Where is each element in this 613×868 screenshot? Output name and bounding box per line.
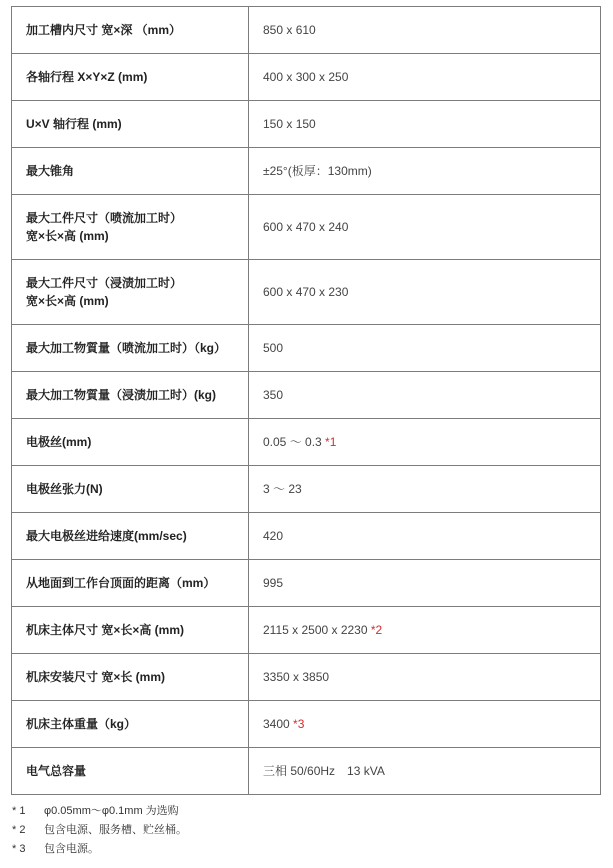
spec-value: 500 bbox=[263, 341, 284, 355]
spec-table bbox=[11, 6, 601, 795]
table-row bbox=[12, 466, 601, 513]
spec-value-cell bbox=[249, 654, 601, 701]
spec-value-cell bbox=[249, 260, 601, 325]
spec-value-cell bbox=[249, 607, 601, 654]
spec-label: 最大加工物質量（浸渍加工时）(kg) bbox=[12, 372, 249, 419]
spec-label: 最大工件尺寸（浸渍加工时） 宽×长×高 (mm) bbox=[12, 260, 249, 325]
footnote-marker: * 3 bbox=[12, 843, 26, 855]
spec-value: 3350 x 3850 bbox=[263, 670, 330, 684]
table-row bbox=[12, 654, 601, 701]
table-row bbox=[12, 372, 601, 419]
spec-value-cell bbox=[249, 7, 601, 54]
table-row bbox=[12, 748, 601, 795]
spec-value-cell bbox=[249, 701, 601, 748]
spec-value: 995 bbox=[263, 576, 284, 590]
spec-value: 三相 50/60Hz 13 kVA bbox=[263, 764, 385, 778]
footnote-text: φ0.05mm～φ0.1mm 为选购 bbox=[44, 805, 179, 817]
footnotes bbox=[12, 802, 187, 859]
spec-value: ±25°(板厚：130mm) bbox=[263, 164, 372, 178]
spec-value-cell bbox=[249, 325, 601, 372]
spec-value: 3 ～ 23 bbox=[263, 482, 302, 496]
spec-value: 350 bbox=[263, 388, 284, 402]
spec-label: U×V 轴行程 (mm) bbox=[12, 101, 249, 148]
table-row bbox=[12, 54, 601, 101]
spec-value-cell bbox=[249, 466, 601, 513]
footnote-marker: * 2 bbox=[12, 824, 26, 836]
spec-label: 最大工件尺寸（喷流加工时） 宽×长×高 (mm) bbox=[12, 195, 249, 260]
spec-value-cell bbox=[249, 560, 601, 607]
footnote bbox=[12, 840, 187, 859]
table-row bbox=[12, 701, 601, 748]
spec-value-cell bbox=[249, 419, 601, 466]
spec-value: 3400 bbox=[263, 717, 294, 731]
spec-value-cell bbox=[249, 148, 601, 195]
table-row bbox=[12, 607, 601, 654]
spec-label: 机床主体尺寸 宽×长×高 (mm) bbox=[12, 607, 249, 654]
table-row bbox=[12, 195, 601, 260]
footnote bbox=[12, 821, 187, 840]
spec-label: 加工槽内尺寸 宽×深 （mm） bbox=[12, 7, 249, 54]
spec-value-cell bbox=[249, 195, 601, 260]
table-row bbox=[12, 325, 601, 372]
table-row bbox=[12, 148, 601, 195]
spec-value: 2115 x 2500 x 2230 bbox=[263, 623, 371, 637]
table-row bbox=[12, 419, 601, 466]
spec-label: 各轴行程 X×Y×Z (mm) bbox=[12, 54, 249, 101]
spec-value: 400 x 300 x 250 bbox=[263, 70, 349, 84]
spec-value-cell bbox=[249, 513, 601, 560]
footnote-text: 包含电源。 bbox=[44, 843, 99, 855]
footnote-text: 包含电源、服务槽、贮丝桶。 bbox=[44, 824, 187, 836]
spec-label: 最大电极丝进给速度(mm/sec) bbox=[12, 513, 249, 560]
spec-value: 600 x 470 x 230 bbox=[263, 285, 349, 299]
spec-value-cell bbox=[249, 54, 601, 101]
spec-value-cell bbox=[249, 101, 601, 148]
spec-label: 最大锥角 bbox=[12, 148, 249, 195]
spec-value: 420 bbox=[263, 529, 284, 543]
spec-value-cell bbox=[249, 748, 601, 795]
spec-value-cell bbox=[249, 372, 601, 419]
footnote bbox=[12, 802, 187, 821]
table-row bbox=[12, 7, 601, 54]
spec-label: 电极丝(mm) bbox=[12, 419, 249, 466]
spec-label: 电极丝张力(N) bbox=[12, 466, 249, 513]
spec-label: 机床安装尺寸 宽×长 (mm) bbox=[12, 654, 249, 701]
footnote-mark: *1 bbox=[325, 435, 337, 449]
table-row bbox=[12, 560, 601, 607]
spec-label: 从地面到工作台顶面的距离（mm） bbox=[12, 560, 249, 607]
spec-value: 850 x 610 bbox=[263, 23, 316, 37]
spec-label: 电气总容量 bbox=[12, 748, 249, 795]
table-row bbox=[12, 260, 601, 325]
spec-value: 600 x 470 x 240 bbox=[263, 220, 349, 234]
spec-label: 机床主体重量（kg） bbox=[12, 701, 249, 748]
table-row bbox=[12, 101, 601, 148]
footnote-mark: *2 bbox=[370, 623, 383, 637]
spec-label: 最大加工物質量（喷流加工时）（kg） bbox=[12, 325, 249, 372]
footnote-mark: *3 bbox=[293, 717, 305, 731]
table-row bbox=[12, 513, 601, 560]
footnote-marker: * 1 bbox=[12, 805, 26, 817]
spec-value: 150 x 150 bbox=[263, 117, 316, 131]
spec-value: 0.05 ～ 0.3 bbox=[263, 435, 326, 449]
